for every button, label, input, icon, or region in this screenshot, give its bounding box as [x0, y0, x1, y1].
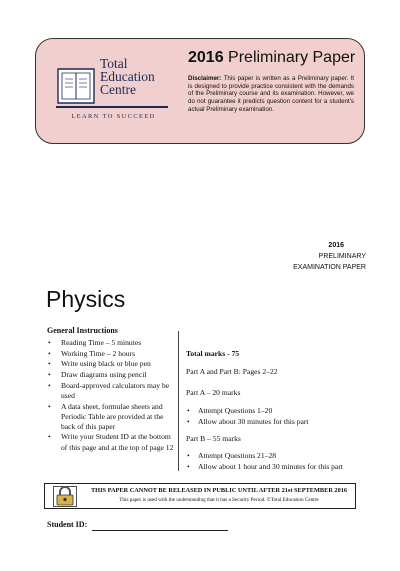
paper-title	[188, 49, 355, 67]
parts-ab: Part A and Part B: Pages 2–22	[186, 367, 278, 376]
disclaimer-text: This paper is written as a Preliminary paper. It is designed to provide practice consistent with the demands of the Preliminary course and its examination. However, we do not guarantee it predicts question content for a student's actual Preliminary examination.	[188, 75, 354, 113]
student-id-field[interactable]	[92, 530, 228, 531]
disclaimer	[188, 75, 354, 114]
exam-line1: PRELIMINARY	[318, 253, 366, 260]
exam-label	[246, 240, 366, 273]
header-box	[35, 38, 365, 144]
instruction-item: • Reading Time – 5 minutes	[47, 338, 175, 348]
part-b-title: Part B – 55 marks	[186, 434, 241, 443]
part-b-item: • Attempt Questions 21–28	[186, 451, 343, 462]
total-marks: Total marks - 75	[186, 349, 240, 358]
student-id-label: Student ID:	[47, 520, 88, 529]
column-divider	[178, 331, 179, 471]
warning-main-text: THIS PAPER CANNOT BE RELEASED IN PUBLIC UNTIL AFTER 21st SEPTEMBER 2016	[90, 487, 348, 494]
paper-year: 2016	[188, 49, 224, 66]
exam-line2: EXAMINATION PAPER	[293, 264, 366, 271]
instruction-item: • Write using black or blue pen	[47, 359, 175, 369]
part-a-list	[186, 406, 309, 427]
general-instructions-list	[47, 338, 175, 453]
instruction-item: • A data sheet, formulae sheets and Periodic Table are provided at the back of this paper	[47, 402, 175, 432]
part-a-title: Part A – 20 marks	[186, 388, 241, 397]
logo-name: Total Education Centre	[100, 56, 155, 97]
security-warning-box	[44, 483, 356, 509]
instruction-item: • Board-approved calculators may be used	[47, 381, 175, 401]
part-a-item: • Attempt Questions 1–20	[186, 406, 309, 417]
part-b-list	[186, 451, 343, 472]
padlock-icon	[53, 486, 77, 507]
part-a-item: • Allow about 30 minutes for this part	[186, 417, 309, 428]
tec-logo	[56, 56, 186, 139]
instruction-item: • Write your Student ID at the bottom of this page and at the top of page 12	[47, 432, 175, 452]
part-b-item: • Allow about 1 hour and 30 minutes for this part	[186, 462, 343, 473]
instruction-item: • Working Time – 2 hours	[47, 349, 175, 359]
warning-sub-text: This paper is used with the understanding that it has a Security Period. ©Total Education Centre	[119, 497, 319, 503]
instruction-item: • Draw diagrams using pencil	[47, 370, 175, 380]
paper-title-text: Preliminary Paper	[228, 49, 356, 66]
general-instructions-title: General Instructions	[47, 326, 118, 335]
subject-title: Physics	[46, 286, 126, 312]
logo-tagline: LEARN TO SUCCEED	[71, 113, 156, 120]
exam-year: 2016	[328, 242, 344, 249]
disclaimer-label: Disclaimer:	[188, 75, 222, 82]
